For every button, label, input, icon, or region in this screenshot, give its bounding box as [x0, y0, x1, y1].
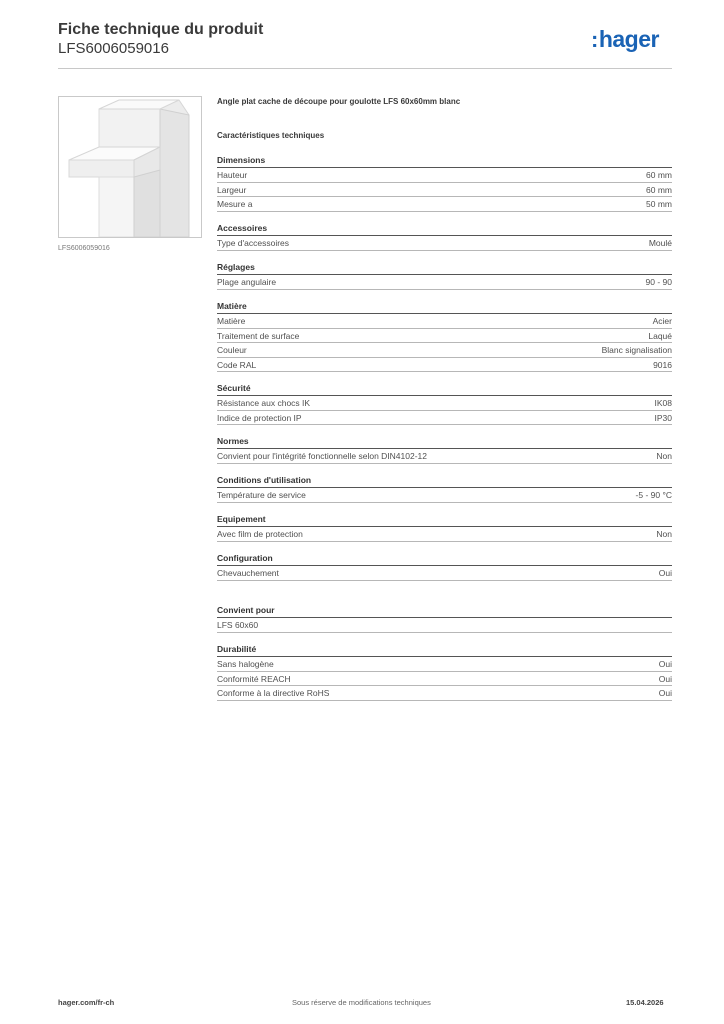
spec-row [217, 527, 672, 542]
spec-row [217, 449, 672, 464]
section-securite [217, 383, 672, 425]
spec-row [217, 329, 672, 344]
spec-value: 60 mm [646, 184, 672, 195]
spec-row [217, 488, 672, 503]
section-normes [217, 436, 672, 464]
product-image [58, 96, 202, 238]
spec-row [217, 618, 672, 633]
spec-value: 60 mm [646, 170, 672, 180]
spec-value: 90 - 90 [645, 277, 672, 287]
spec-label: Conformité REACH [217, 673, 291, 684]
spec-value: Blanc signalisation [601, 345, 672, 355]
section-conditions [217, 475, 672, 503]
spec-row [217, 168, 672, 183]
flat-angle-illustration [59, 97, 201, 237]
hager-logo: :hager [591, 26, 659, 52]
spec-label: Température de service [217, 490, 306, 500]
section-title: Réglages [217, 262, 672, 275]
section-title: Equipement [217, 514, 672, 527]
footer-date: 15.04.2026 [626, 998, 664, 1007]
spec-row [217, 686, 672, 701]
spec-label: Matière [217, 316, 246, 326]
header-divider [58, 68, 672, 69]
section-configuration [217, 553, 672, 581]
spec-row [217, 314, 672, 329]
footer-website-link[interactable]: hager.com/fr-ch [58, 998, 115, 1007]
spec-label: Traitement de surface [217, 330, 300, 341]
spec-label: Mesure a [217, 199, 253, 209]
section-matiere [217, 301, 672, 372]
spec-label: Plage angulaire [217, 277, 277, 287]
spec-value: -5 - 90 °C [635, 490, 672, 500]
spec-row [217, 672, 672, 687]
logo-text: hager [598, 26, 659, 52]
spec-label: Hauteur [217, 170, 248, 180]
spec-row [217, 236, 672, 251]
spec-label: Convient pour l'intégrité fonctionnelle selon DIN4102-12 [217, 451, 428, 461]
section-title: Conditions d'utilisation [217, 475, 672, 488]
spec-row [217, 396, 672, 411]
spec-label: Résistance aux chocs IK [217, 398, 311, 408]
page-title: Fiche technique du produit [58, 21, 264, 38]
section-title: Accessoires [217, 223, 672, 236]
spec-row [217, 411, 672, 426]
section-title: Convient pour [217, 605, 672, 618]
spec-label: Sans halogène [217, 659, 274, 669]
product-name: Angle plat cache de découpe pour goulotte LFS 60x60mm blanc [217, 97, 461, 106]
section-durabilite [217, 644, 672, 701]
spec-value: Moulé [648, 238, 672, 248]
spec-label: LFS 60x60 [217, 620, 259, 630]
spec-row [217, 358, 672, 373]
spec-value: 9016 [653, 359, 672, 370]
section-accessoires [217, 223, 672, 251]
section-equipement [217, 514, 672, 542]
section-title: Durabilité [217, 644, 672, 657]
spec-row [217, 275, 672, 290]
spec-row [217, 657, 672, 672]
spec-label: Chevauchement [217, 568, 279, 578]
spec-label: Largeur [217, 184, 247, 195]
spec-row [217, 566, 672, 581]
section-convient-pour [217, 605, 672, 633]
section-reglages [217, 262, 672, 290]
section-title: Normes [217, 436, 672, 449]
image-caption: LFS6006059016 [58, 245, 110, 252]
spec-value: Non [656, 451, 672, 461]
spec-value: IP30 [654, 412, 672, 423]
spec-row [217, 197, 672, 212]
spec-label: Type d'accessoires [217, 238, 290, 248]
footer-disclaimer: Sous réserve de modifications techniques [292, 998, 431, 1007]
spec-value: Oui [658, 688, 672, 698]
spec-row [217, 183, 672, 198]
spec-label: Avec film de protection [217, 529, 303, 539]
section-title: Dimensions [217, 155, 672, 168]
section-title: Configuration [217, 553, 672, 566]
spec-row [217, 343, 672, 358]
section-title: Matière [217, 301, 672, 314]
spec-label: Code RAL [217, 359, 257, 370]
section-dimensions [217, 155, 672, 212]
spec-label: Conforme à la directive RoHS [217, 688, 330, 698]
tech-characteristics-title: Caractéristiques techniques [217, 131, 325, 140]
spec-value: Acier [652, 316, 672, 326]
spec-value: 50 mm [646, 199, 672, 209]
spec-label: Couleur [217, 345, 247, 355]
spec-value: Non [656, 529, 672, 539]
spec-value: IK08 [654, 398, 672, 408]
section-title: Sécurité [217, 383, 672, 396]
spec-label: Indice de protection IP [217, 412, 302, 423]
spec-value: Oui [658, 659, 672, 669]
spec-value: Laqué [648, 330, 672, 341]
spec-value: Oui [658, 568, 672, 578]
product-reference: LFS6006059016 [58, 40, 169, 57]
spec-value: Oui [658, 673, 672, 684]
